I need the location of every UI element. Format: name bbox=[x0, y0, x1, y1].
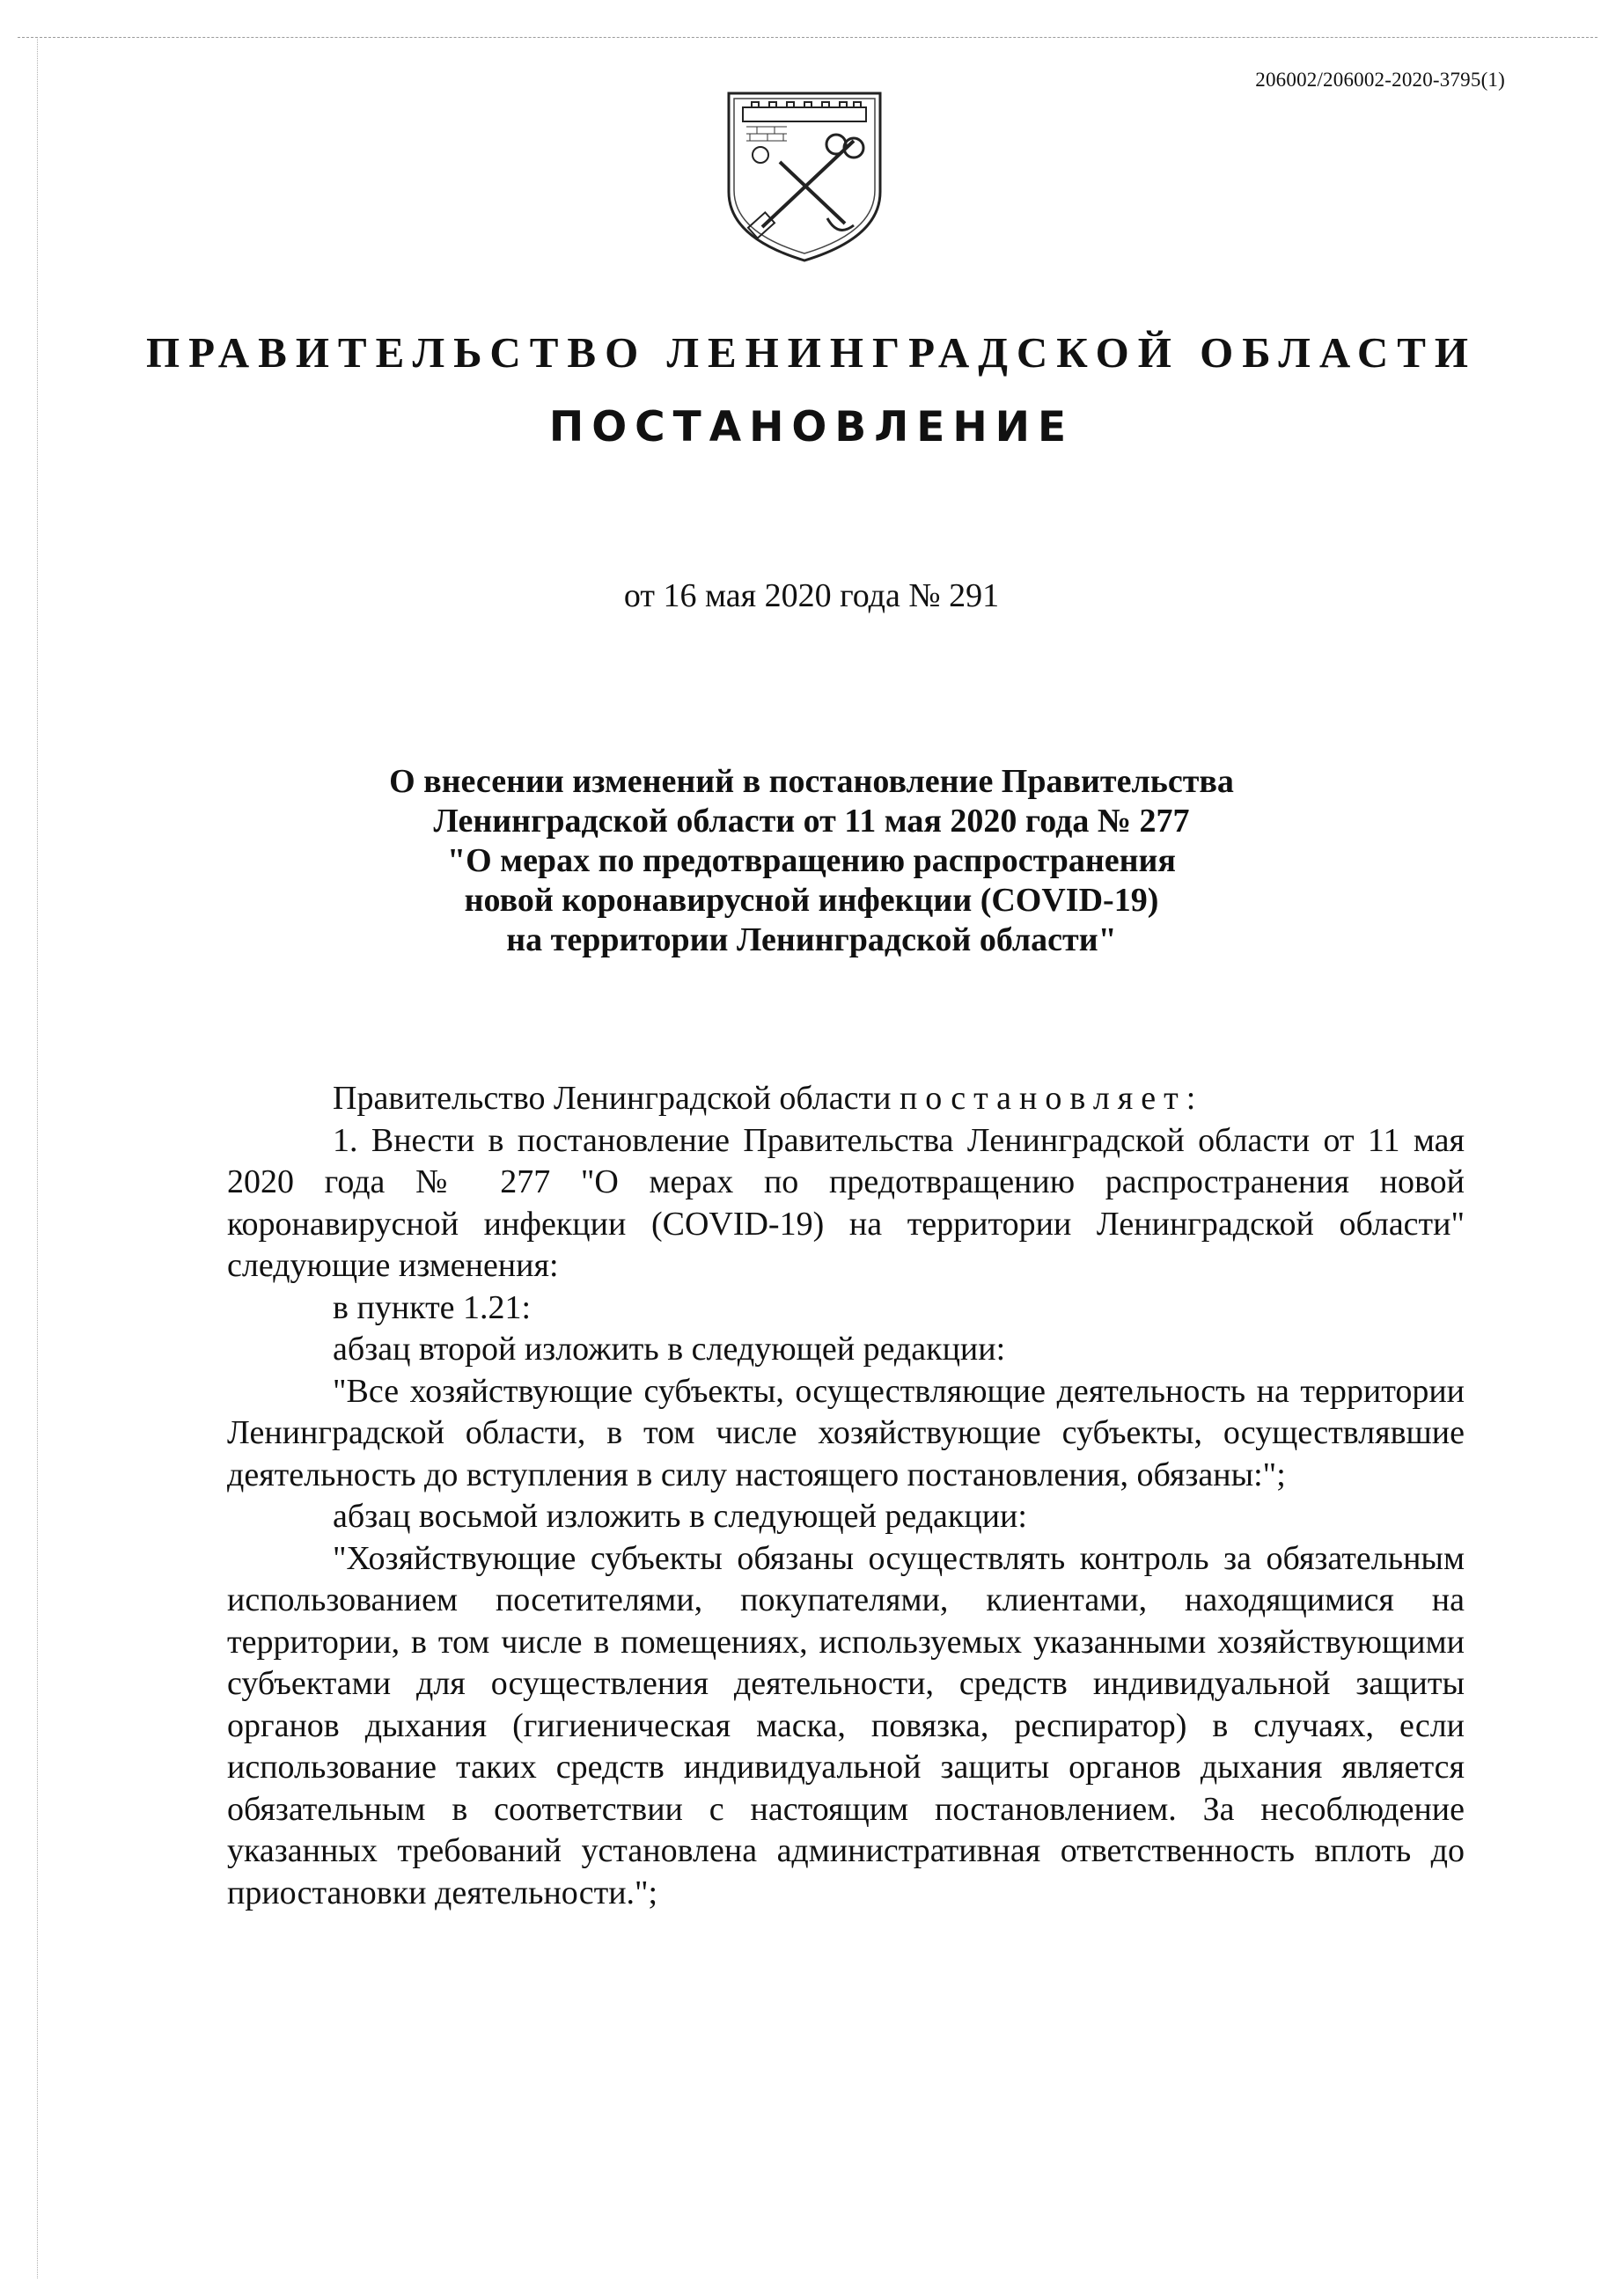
paragraph-eight-text: "Хозяйствующие субъекты обязаны осуществлять контроль за обязательным использованием посетителями, покупателями, клиентами, находящимися на территории, в том числе в помещениях, используемых указанными хозяйствующими субъектами для осуществления деятельности, средств индивидуальной защиты органов дыхания (гигиеническая маска, повязка, респиратор) в случаях, если использование таких средств индивидуальной защиты органов дыхания является обязательным в соответствии с настоящим постановлением. За несоблюдение указанных требований установлена административная ответственность вплоть до приостановки деятельности."; bbox=[227, 1539, 1465, 1911]
scan-edge-top bbox=[18, 37, 1597, 38]
intro-verb: постановляет: bbox=[899, 1080, 1204, 1117]
decree-date-number: от 16 мая 2020 года № 291 bbox=[623, 577, 1000, 614]
clause-1: 1. Внести в постановление Правительства Ленинградской области от 11 мая 2020 года № 277 "О мерах по предотвращению распространения новой коронавирусной инфекции (COVID-19) на территории Ленинградской области" следующие изменения: bbox=[227, 1121, 1465, 1284]
paragraph-eight-instruction: абзац восьмой изложить в следующей редакции: bbox=[333, 1498, 1027, 1535]
paragraph-two-instruction: абзац второй изложить в следующей редакции: bbox=[333, 1331, 1006, 1368]
intro-paragraph bbox=[227, 1078, 1465, 1120]
decree-body bbox=[227, 1078, 1465, 1914]
intro-subject: Правительство Ленинградской области bbox=[333, 1080, 892, 1117]
coat-of-arms-icon bbox=[722, 86, 887, 266]
title-line: на территории Ленинградской области" bbox=[506, 921, 1117, 958]
decree-heading: ПОСТАНОВЛЕНИЕ bbox=[548, 403, 1075, 451]
clause-point-ref: в пункте 1.21: bbox=[333, 1288, 532, 1326]
title-line: Ленинградской области от 11 мая 2020 года № 277 bbox=[433, 803, 1190, 840]
government-heading: ПРАВИТЕЛЬСТВО ЛЕНИНГРАДСКОЙ ОБЛАСТИ bbox=[145, 328, 1478, 377]
document-id: 206002/206002-2020-3795(1) bbox=[1255, 69, 1505, 91]
title-line: "О мерах по предотвращению распространения bbox=[447, 842, 1176, 879]
paragraph-two-text: "Все хозяйствующие субъекты, осуществляющие деятельность на территории Ленинградской области, в том числе хозяйствующие субъекты, осуществлявшие деятельность до вступления в силу настоящего постановления, обязаны:"; bbox=[227, 1372, 1465, 1493]
title-line: новой коронавирусной инфекции (COVID-19) bbox=[464, 882, 1159, 919]
title-line: О внесении изменений в постановление Правительства bbox=[389, 763, 1234, 800]
decree-title bbox=[264, 762, 1359, 960]
